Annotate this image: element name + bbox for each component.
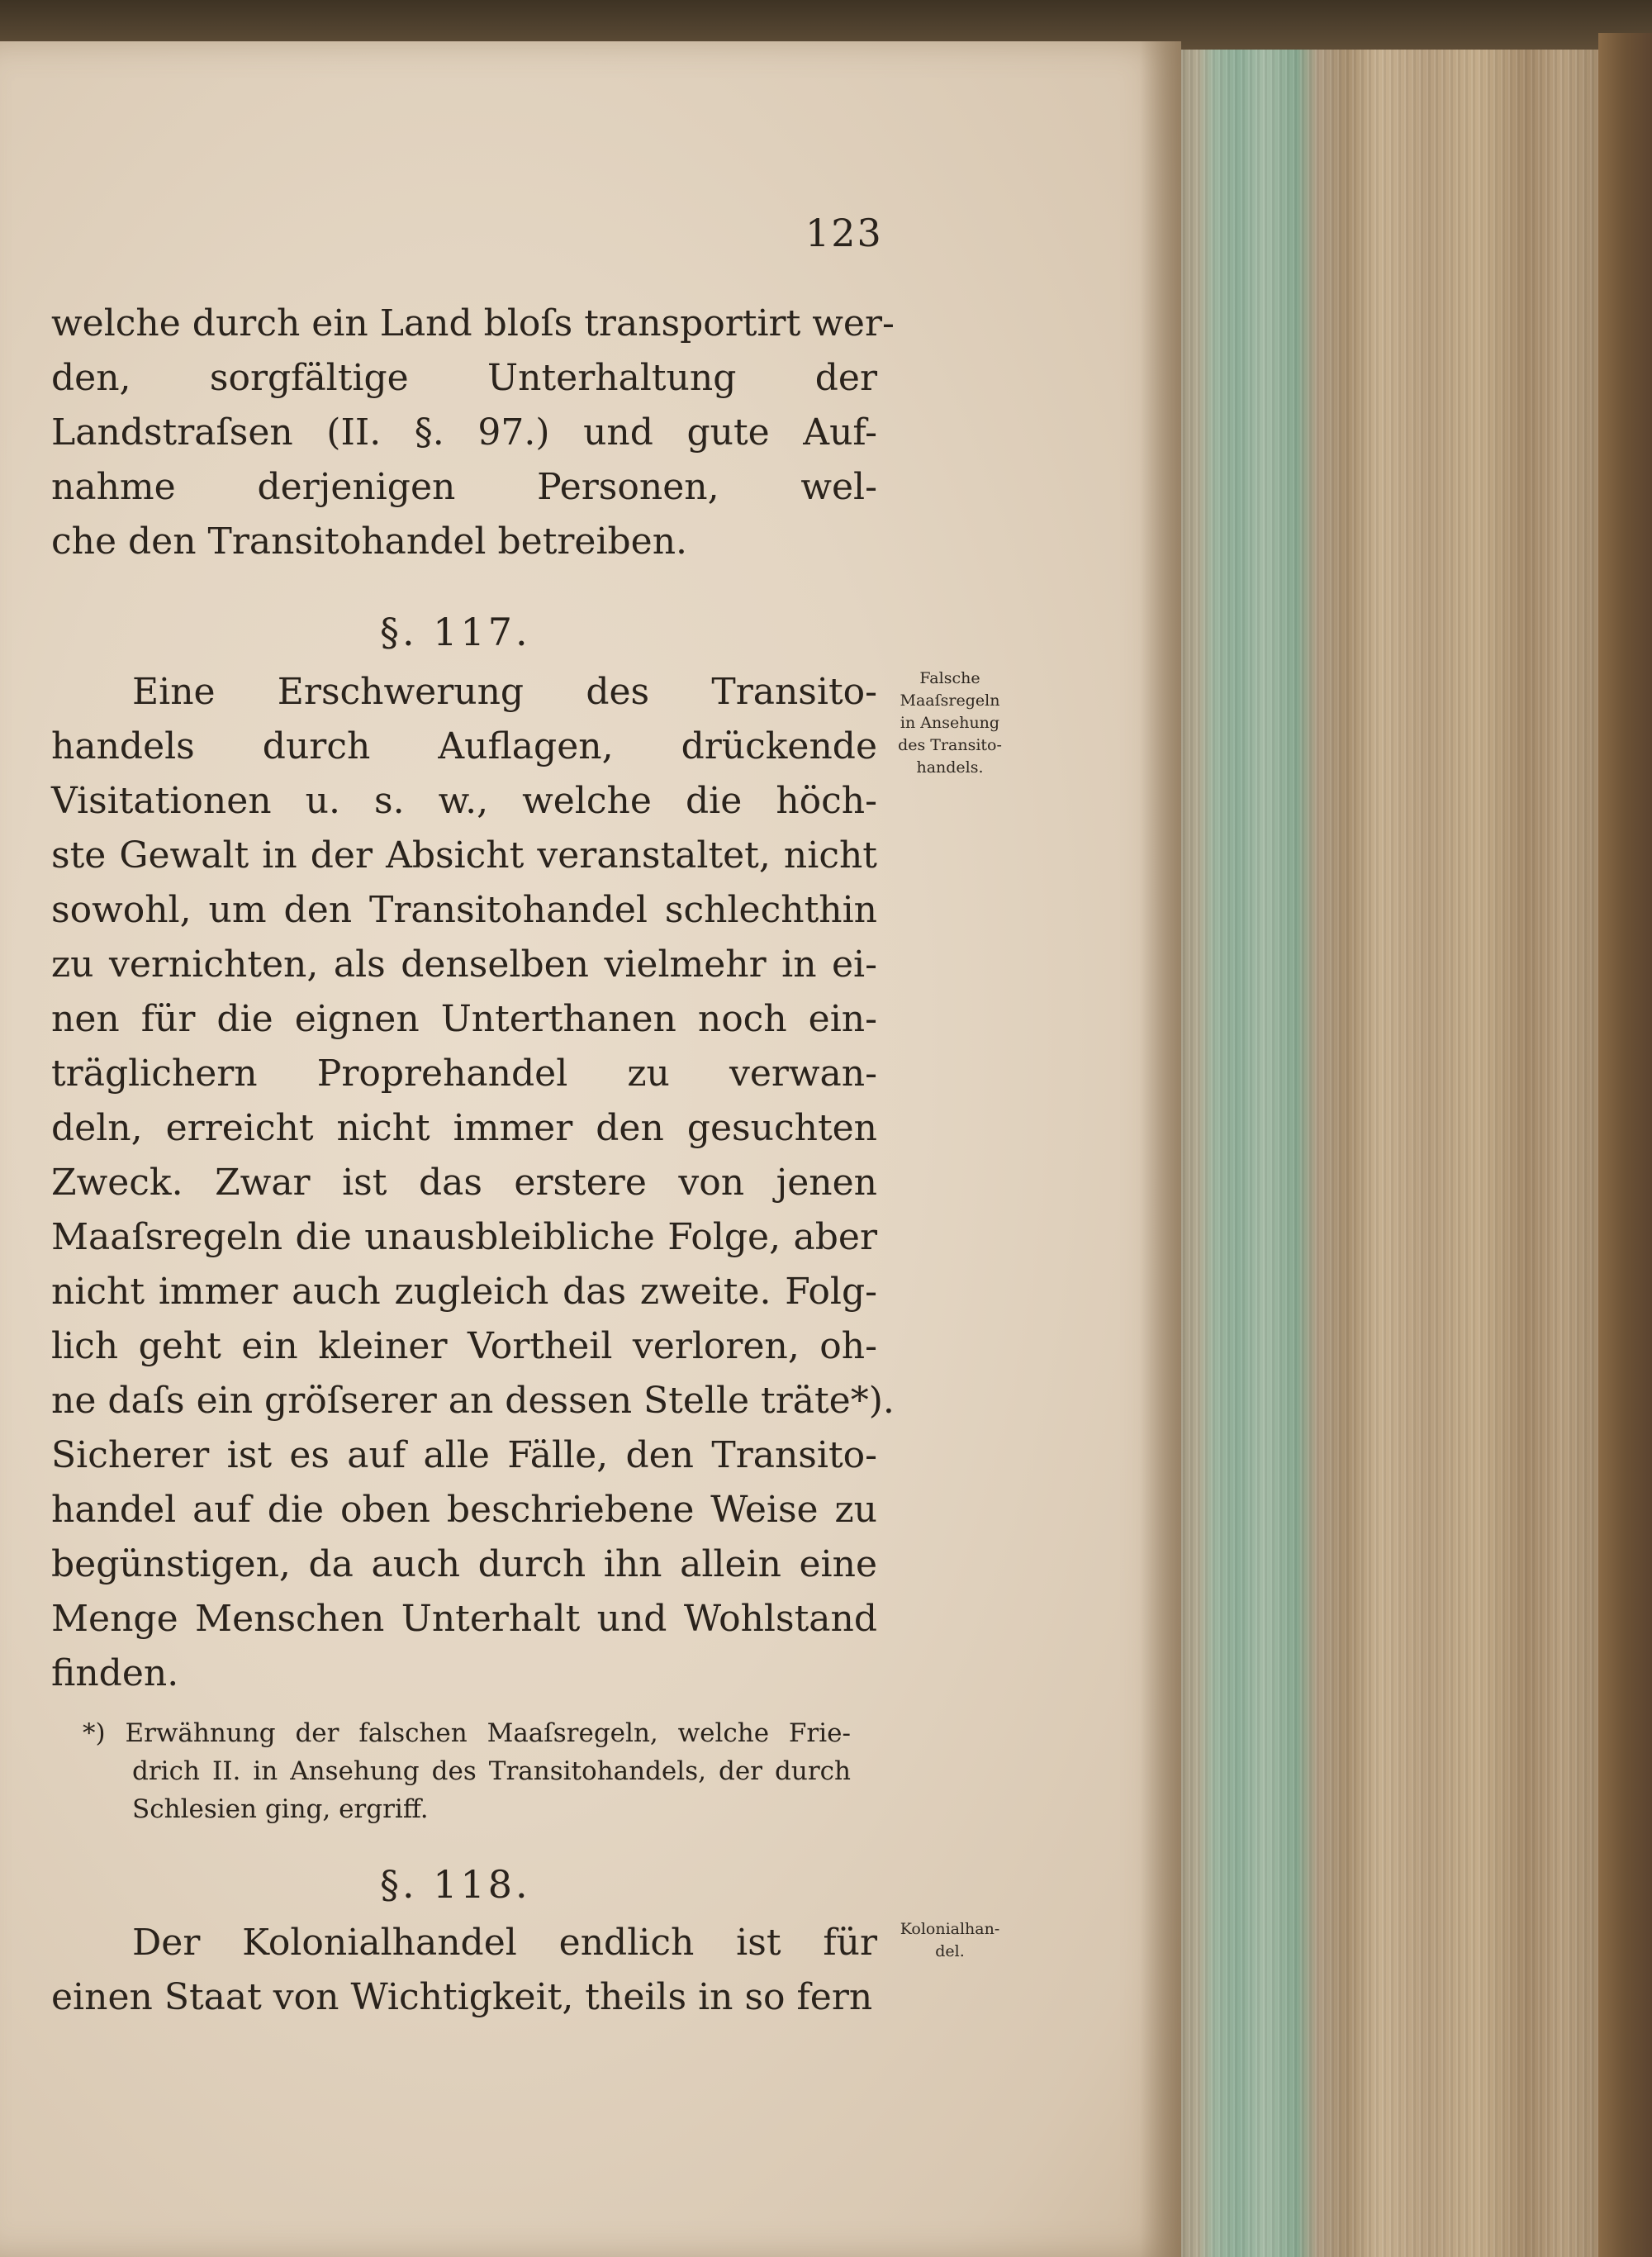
text-line: Der Kolonialhandel endlich ist für: [132, 1922, 877, 1964]
section-heading-118: §. 118.: [380, 1862, 531, 1907]
text-line: Sicherer ist es auf alle Fälle, den Transito-: [51, 1434, 877, 1476]
margin-note-line: Falsche: [919, 669, 980, 687]
margin-note-line: Kolonialhan-: [900, 1920, 1000, 1938]
text-line: che den Transitohandel betreiben.: [51, 520, 688, 563]
footnote-line: drich II. in Ansehung des Transitohandels, der durch: [132, 1756, 851, 1786]
text-line: träglichern Proprehandel zu verwan-: [51, 1052, 877, 1095]
book-cover-edge: [1598, 33, 1652, 2257]
text-line: Maaſsregeln die unausbleibliche Folge, aber: [51, 1216, 877, 1258]
text-line: zu vernichten, als denselben vielmehr in ei-: [51, 943, 877, 986]
footnote-line: Schlesien ging, ergriff.: [132, 1794, 429, 1824]
margin-note-line: handels.: [916, 758, 984, 777]
text-line: Zweck. Zwar ist das erstere von jenen: [51, 1162, 877, 1204]
text-line: ne daſs ein gröſserer an dessen Stelle träte*).: [51, 1380, 895, 1422]
text-line: nen für die eignen Unterthanen noch ein-: [51, 998, 877, 1040]
margin-note-line: in Ansehung: [900, 714, 1000, 732]
text-line: lich geht ein kleiner Vortheil verloren, oh-: [51, 1325, 877, 1367]
footnote-line: *) Erwähnung der falschen Maaſsregeln, welche Frie-: [83, 1718, 851, 1748]
margin-note-117: [888, 668, 1012, 779]
text-line: handels durch Auflagen, drückende: [51, 725, 877, 767]
margin-note-line: Maaſsregeln: [900, 691, 1000, 710]
margin-note-118: [880, 1918, 1020, 1963]
text-line: den, sorgfältige Unterhaltung der: [51, 357, 877, 399]
text-line: deln, erreicht nicht immer den gesuchten: [51, 1107, 877, 1149]
text-line: handel auf die oben beschriebene Weise zu: [51, 1489, 877, 1531]
text-line: Visitationen u. s. w., welche die höch-: [51, 780, 877, 822]
section-heading-117: §. 117.: [380, 610, 531, 654]
text-line: sowohl, um den Transitohandel schlechthin: [51, 889, 877, 931]
text-line: Menge Menschen Unterhalt und Wohlstand: [51, 1598, 877, 1640]
text-line: ste Gewalt in der Absicht veranstaltet, nicht: [51, 834, 877, 877]
text-line: welche durch ein Land bloſs transportirt wer-: [51, 302, 895, 344]
text-line: nicht immer auch zugleich das zweite. Folg-: [51, 1271, 877, 1313]
text-line: einen Staat von Wichtigkeit, theils in so fern: [51, 1976, 873, 2018]
margin-note-line: del.: [935, 1942, 965, 1960]
text-line: nahme derjenigen Personen, wel-: [51, 466, 877, 508]
text-line: begünstigen, da auch durch ihn allein eine: [51, 1543, 877, 1585]
text-line: Eine Erschwerung des Transito-: [132, 671, 877, 713]
page-number: 123: [805, 211, 883, 255]
text-line: finden.: [51, 1652, 179, 1694]
gutter-shadow: [1140, 41, 1181, 2257]
page-edges-texture: [1181, 50, 1652, 2257]
text-line: Landstraſsen (II. §. 97.) und gute Auf-: [51, 411, 877, 454]
margin-note-line: des Transito-: [898, 736, 1002, 754]
